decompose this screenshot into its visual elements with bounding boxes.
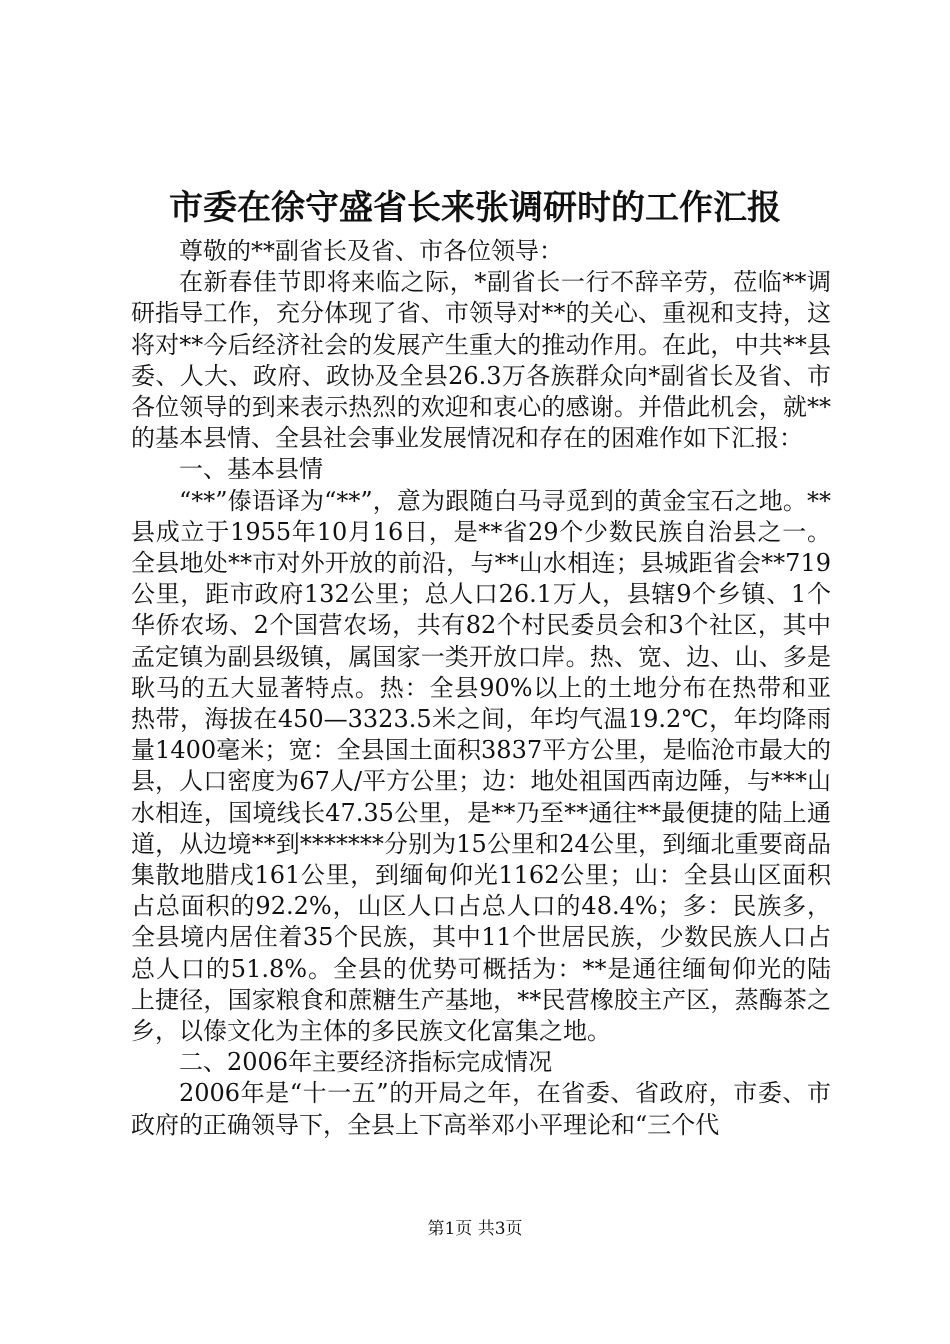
salutation-paragraph: 尊敬的**副省长及省、市各位领导： bbox=[179, 237, 563, 265]
document-title: 市委在徐守盛省长来张调研时的工作汇报 bbox=[169, 188, 781, 228]
document-body bbox=[131, 236, 831, 1141]
section-heading-basic-info: 一、基本县情 bbox=[179, 455, 323, 484]
intro-paragraph: 在新春佳节即将来临之际，*副省长一行不辞辛劳，莅临**调研指导工作，充分体现了省、市领导对**的关心、重视和支持，这将对**今后经济社会的发展产生重大的推动作用。在此，中共**县委、人大、政府、政协及全县26.3万各族群众向*副省长及省、市各位领导的到来表示热烈的欢迎和衷心的感谢。并借此机会，就**的基本县情、全县社会事业发展情况和存在的困难作如下汇报： bbox=[131, 268, 831, 453]
indicators-paragraph: 2006年是“十一五”的开局之年，在省委、省政府，市委、市政府的正确领导下，全县上下高举邓小平理论和“三个代 bbox=[131, 1079, 831, 1139]
page-footer: 第1页 共3页 bbox=[427, 1219, 523, 1239]
basic-info-paragraph: “**”傣语译为“**”，意为跟随白马寻觅到的黄金宝石之地。**县成立于1955年10月16日，是**省29个少数民族自治县之一。全县地处**市对外开放的前沿，与**山水相连；县城距省会**719公里，距市政府132公里；总人口26.1万人，县辖9个乡镇、1个华侨农场、2个国营农场，共有82个村民委员会和3个社区，其中孟定镇为副县级镇，属国家一类开放口岸。热、宽、边、山、多是耿马的五大显著特点。热：全县90%以上的土地分布在热带和亚热带，海拔在450—3323.5米之间，年均气温19.2℃，年均降雨量1400毫米；宽：全县国土面积3837平方公里，是临沧市最大的县，人口密度为67人/平方公里；边：地处祖国西南边陲，与***山水相连，国境线长47.35公里，是**乃至**通往**最便捷的陆上通道，从边境**到*******分别为15公里和24公里，到缅北重要商品集散地腊戌161公里，到缅甸仰光1162公里；山：全县山区面积占总面积的92.2%，山区人口占总人口的48.4%；多：民族多，全县境内居住着35个民族，其中11个世居民族，少数民族人口占总人口的51.8%。全县的优势可概括为：**是通往缅甸仰光的陆上捷径，国家粮食和蔗糖生产基地，**民营橡胶主产区，蒸酶茶之乡，以傣文化为主体的多民族文化富集之地。 bbox=[131, 486, 831, 1046]
section-heading-2006-indicators: 二、2006年主要经济指标完成情况 bbox=[179, 1048, 553, 1077]
